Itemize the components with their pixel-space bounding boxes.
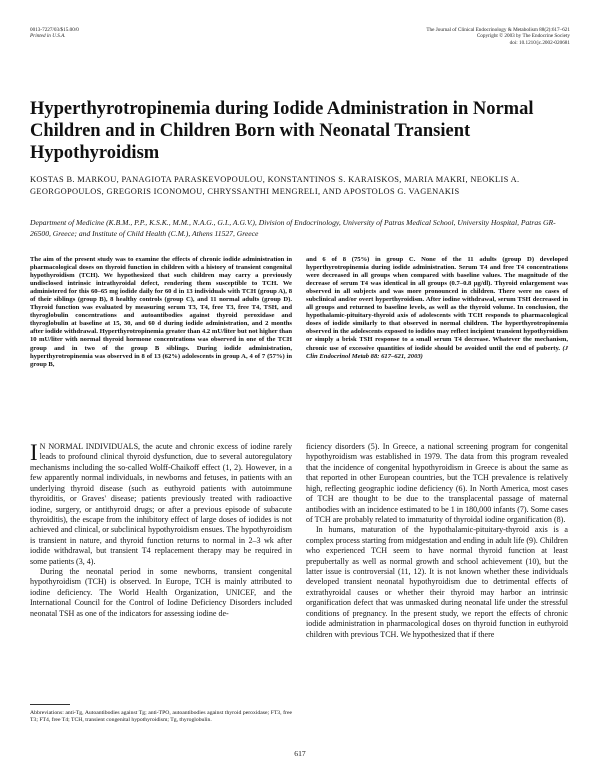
journal-citation: The Journal of Clinical Endocrinology & Metabolism 88(2):617–621 xyxy=(426,27,570,33)
article-title: Hyperthyrotropinemia during Iodide Administration in Normal Children and in Children Born with Neonatal Transient Hypothyroidism xyxy=(30,99,534,163)
abstract-right-column xyxy=(306,256,568,361)
intro-paragraph-1 xyxy=(30,442,292,567)
page-number: 617 xyxy=(294,749,306,758)
intro-paragraph-2: During the neonatal period in some newborns, transient congenital hypothyroidism (TCH) is observed. In Europe, TCH is mainly attributed to iodine deficiency. The World Health Organization, UNICEF, and the International Council for the Control of Iodine Deficiency Disorders included neonatal TSH as one of the indicators for assessing iodine de- xyxy=(30,567,292,618)
body-left-column xyxy=(30,442,292,619)
abbreviations-footnote: Abbreviations: anti-Tg, Autoantibodies against Tg; anti-TPO, autoantibodies against thyroid peroxidase; FT3, free T3; FT4, free T4; TCH, transient congenital hypothyroidism; Tg, thyroglobulin. xyxy=(30,710,292,724)
intro-paragraph-1-text: N NORMAL INDIVIDUALS, the acute and chronic excess of iodine rarely leads to profound clinical thyroid dysfunction, due to several autoregulatory mechanisms including the so-called Wolff-Chaikoff effect (1, 2). However, in a few apparently normal individuals, in newborns and fetuses, in patients with an underlying thyroid disease (such as euthyroid patients with autoimmune thyroiditis, or Graves' disease; patients previously treated with radioactive iodine, surgery, or antithyroid drugs; or after a previous episode of subacute thyroiditis), the escape from the inhibitory effect of large doses of iodides is not achieved and clinical, or subclinical hypothyroidism ensues. The hypothyroidism is transient in nature, and thyroid function returns to normal in 2–3 wk after iodide withdrawal, but transient T4 replacement therapy may be required in some patients (3, 4). xyxy=(30,442,292,566)
header-left xyxy=(30,27,79,40)
printed-in: Printed in U.S.A. xyxy=(30,33,66,40)
abstract-citation: (J Clin Endocrinol Metab 88: 617–621, 2003) xyxy=(306,344,568,360)
drop-cap: I xyxy=(30,440,38,465)
copyright: Copyright © 2003 by The Endocrine Society xyxy=(476,33,570,40)
issn-price: 0013-7227/03/$15.00/0 xyxy=(30,27,79,33)
abstract-left-column: The aim of the present study was to examine the effects of chronic iodide administration in pharmacological doses on thyroid function in children with a history of transient congenital hypothyroidism (TCH). We hypothesized that such children may carry a previously undisclosed intrinsic intrathyroidal defect, rendering them susceptible to TCH. We administered for this 60–65 mg iodide daily for 60 d in 13 individuals with TCH (group A), 8 of their siblings (group B), 8 healthy controls (group C), and 11 normal adults (group D). Thyroid function was evaluated by measuring serum T3, T4, free T3, free T4, TSH, and thyroglobulin concentrations and autoantibodies against thyroid peroxidase and thyroglobulin at baseline at 15, 30, and 60 d during iodide administration, and 2 months after iodide withdrawal. Hyperthyrotropinemia greater than 4.2 mU/liter but not higher than 10 mU/liter with normal thyroid hormone concentrations was observed in one of the TCH group and in two of the group B siblings. During iodide administration, hyperthyrotropinemia was observed in 8 of 13 (62%) adolescents in group A, 4 of 7 (57%) in group B, xyxy=(30,256,292,368)
header-right xyxy=(426,27,570,46)
intro-paragraph-3: ficiency disorders (5). In Greece, a national screening program for congenital hypothyroidism was established in 1979. The data from this program revealed that the incidence of congenital hypothyroidism in Greece is about the same as that reported in other European countries, but the TCH prevalence is relatively high, reflecting geographic iodine deficiency (6). In North America, most cases of TCH are thought to be due to the transplacental passage of maternal antibodies with an incidence estimated to be 1 in 180,000 infants (7). Some cases of TCH are probably related to immaturity of thyroidal iodine organification (8). xyxy=(306,442,568,524)
author-list: KOSTAS B. MARKOU, PANAGIOTA PARASKEVOPOULOU, KONSTANTINOS S. KARAISKOS, MARIA MAKRI, NEOKLIS A. GEORGOPOULOS, GREGORIS ICONOMOU, CHRYSSANTHI MENGRELI, AND APOSTOLOS G. VAGENAKIS xyxy=(30,175,520,196)
doi: doi: 10.1210/jc.2002-020681 xyxy=(509,39,570,46)
body-right-column xyxy=(306,442,568,640)
abstract-right-text: and 6 of 8 (75%) in group C. None of the 11 adults (group D) developed hyperthyrotropinemia during iodide administration. Serum T4 and free T4 concentrations were decreased in all groups when compared with baseline values. The magnitude of the decrease of serum T4 was identical in all groups (0.7–0.8 μg/dl). Thyroid enlargement was observed in all subjects and was more pronounced in children. There were no cases of subclinical and/or overt hyperthyroidism. After iodine withdrawal, serum TSH decreased in all groups and returned to baseline levels, as well as the thyroid volume. In conclusion, the hypothalamic-pituitary-thyroid axis of adolescents with TCH responds to pharmacological doses of iodide similarly to that observed in normal children. The hyperthyrotropinemia observed in the adolescents exposed to iodides may reflect incipient transient hypothyroidism or simply a brisk TSH response to a small serum T4 decrease. Whatever the mechanism, chronic use of excessive quantities of iodide should be avoided until the end of puberty. xyxy=(306,256,568,352)
footnote-divider xyxy=(30,704,70,705)
affiliation: Department of Medicine (K.B.M., P.P., K.S.K., M.M., N.A.G., G.I., A.G.V.), Division of Endocrinology, University of Patras Medical School, University Hospital, Patras GR-26500, Greece; and Institute of Child Health (C.M.), Athens 11527, Greece xyxy=(30,218,556,238)
intro-paragraph-4: In humans, maturation of the hypothalamic-pituitary-thyroid axis is a complex process starting from midgestation and ending in adult life (9). Children who experienced TCH seem to have normal thyroid function at least prepubertally as well as normal growth and school achievement (10), but the latter issue is controversial (11, 12). It is not known whether these individuals developed transient neonatal hypothyroidism due to detrimental effects of extrathyroidal causes or whether their thyroid may harbor an intrinsic organification defect that was unmasked during neonatal life under the stressful conditions of pregnancy. In the present study, we report the effects of chronic iodide administration in pharmacological doses on thyroid function in euthyroid children with previous TCH. We hypothesized that if there xyxy=(306,525,568,639)
